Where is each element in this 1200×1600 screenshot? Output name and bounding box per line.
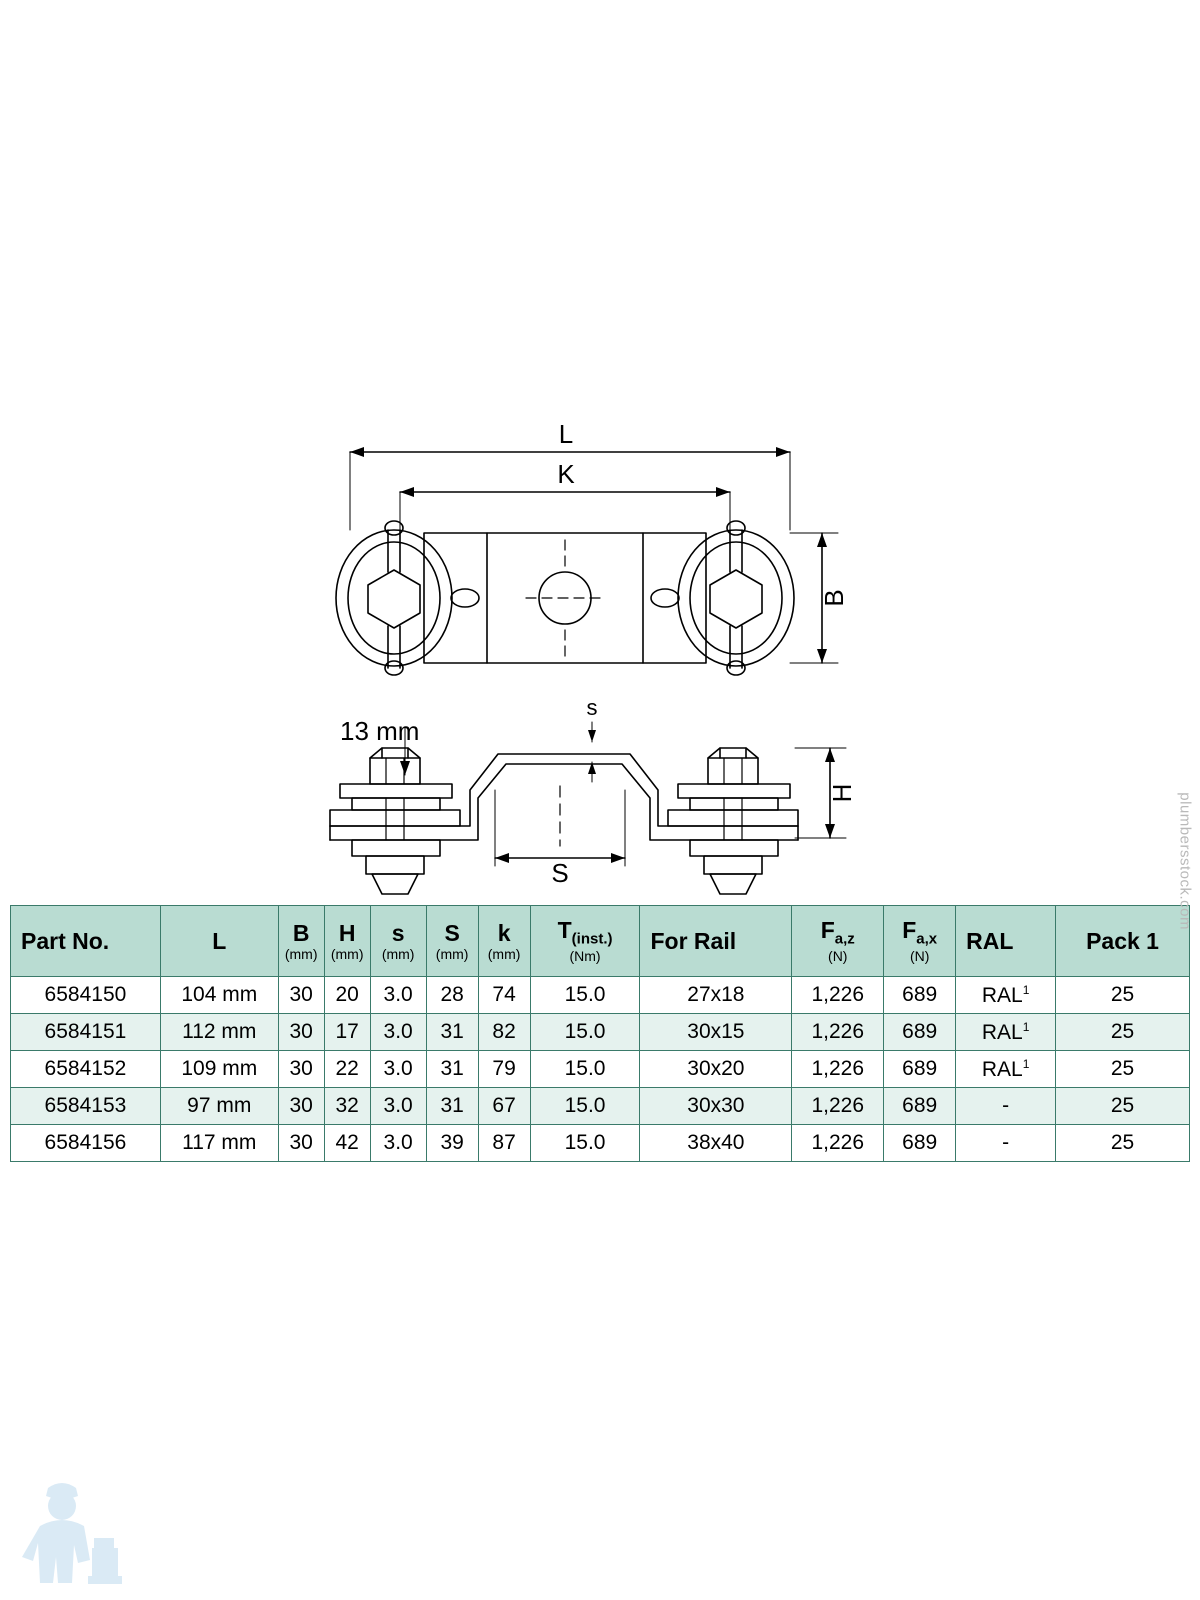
- cell-k: 67: [478, 1088, 530, 1125]
- cell-pack: 25: [1056, 977, 1190, 1014]
- cell-b: 30: [278, 977, 324, 1014]
- cell-for-rail: 30x30: [640, 1088, 792, 1125]
- cell-ral: -: [956, 1088, 1056, 1125]
- col-header-pack-label: Pack 1: [1086, 927, 1159, 954]
- cell-k: 79: [478, 1051, 530, 1088]
- dimension-label-K: K: [557, 459, 575, 489]
- col-header-torque: [530, 906, 640, 977]
- col-header-fax-unit: (N): [909, 948, 930, 965]
- dimension-label-H: H: [827, 783, 857, 803]
- cell-s-small: 3.0: [370, 1088, 426, 1125]
- dimension-label-s: s: [586, 695, 598, 720]
- site-watermark-text: plumbersstock.com: [1177, 792, 1194, 930]
- cell-fax: 689: [884, 1051, 956, 1088]
- cell-s-small: 3.0: [370, 1051, 426, 1088]
- col-header-faz: [792, 906, 884, 977]
- cell-faz: 1,226: [792, 977, 884, 1014]
- ral-footnote-marker: 1: [1022, 982, 1030, 997]
- cell-s-small: 3.0: [370, 977, 426, 1014]
- cell-b: 30: [278, 1088, 324, 1125]
- cell-length: 97 mm: [160, 1088, 278, 1125]
- dimension-label-L: L: [558, 419, 574, 449]
- col-header-s-small-unit: (mm): [381, 945, 415, 962]
- cell-faz: 1,226: [792, 1088, 884, 1125]
- col-header-h-unit: (mm): [330, 945, 364, 962]
- cell-length: 112 mm: [160, 1014, 278, 1051]
- specification-table: [10, 905, 1190, 1162]
- col-header-b: [278, 906, 324, 977]
- table-row: [11, 1051, 1190, 1088]
- cell-h: 32: [324, 1088, 370, 1125]
- cell-for-rail: 30x20: [640, 1051, 792, 1088]
- dimension-label-bolt: 13 mm: [340, 716, 420, 746]
- col-header-h-label: H: [338, 919, 356, 946]
- cell-part-no: 6584151: [11, 1014, 161, 1051]
- table-row: [11, 1088, 1190, 1125]
- cell-s-big: 28: [426, 977, 478, 1014]
- col-header-b-unit: (mm): [284, 945, 318, 962]
- cell-pack: 25: [1056, 1014, 1190, 1051]
- col-header-l: [160, 906, 278, 977]
- cell-b: 30: [278, 1125, 324, 1162]
- cell-length: 109 mm: [160, 1051, 278, 1088]
- table-row: [11, 1014, 1190, 1051]
- cell-torque: 15.0: [530, 1125, 640, 1162]
- col-header-s-small: [370, 906, 426, 977]
- cell-part-no: 6584156: [11, 1125, 161, 1162]
- cell-ral: RAL$^1$: [956, 977, 1056, 1014]
- cell-k: 87: [478, 1125, 530, 1162]
- table-row: [11, 1125, 1190, 1162]
- plumber-watermark-icon: [14, 1470, 134, 1590]
- col-header-ral: [956, 906, 1056, 977]
- col-header-fax-label: $F_{a,x}$: [902, 916, 938, 948]
- cell-for-rail: 27x18: [640, 977, 792, 1014]
- cell-part-no: 6584150: [11, 977, 161, 1014]
- cell-length: 104 mm: [160, 977, 278, 1014]
- cell-h: 22: [324, 1051, 370, 1088]
- cell-torque: 15.0: [530, 977, 640, 1014]
- col-header-b-label: B: [292, 919, 310, 946]
- col-header-h: [324, 906, 370, 977]
- cell-s-big: 39: [426, 1125, 478, 1162]
- cell-pack: 25: [1056, 1051, 1190, 1088]
- col-header-faz-label: $F_{a,z}$: [820, 916, 855, 948]
- col-header-s-small-label: s: [391, 919, 405, 946]
- cell-faz: 1,226: [792, 1125, 884, 1162]
- col-header-pack: [1056, 906, 1190, 977]
- col-header-k-label: k: [497, 919, 511, 946]
- col-header-part-no-label: Part No.: [21, 927, 110, 954]
- cell-fax: 689: [884, 977, 956, 1014]
- col-header-s-big-label: S: [444, 919, 460, 946]
- cell-ral: -: [956, 1125, 1056, 1162]
- col-header-l-label: L: [212, 927, 227, 954]
- cell-k: 74: [478, 977, 530, 1014]
- cell-s-small: 3.0: [370, 1125, 426, 1162]
- dimension-label-S: S: [551, 858, 569, 888]
- col-header-torque-label: $T_{(inst.)}$: [557, 916, 613, 948]
- col-header-for-rail-label: For Rail: [650, 927, 737, 954]
- table-row: [11, 977, 1190, 1014]
- col-header-faz-unit: (N): [828, 948, 848, 965]
- cell-s-big: 31: [426, 1088, 478, 1125]
- cell-pack: 25: [1056, 1088, 1190, 1125]
- table-body: [11, 977, 1190, 1162]
- cell-ral: RAL$^1$: [956, 1051, 1056, 1088]
- ral-footnote-marker: 1: [1022, 1056, 1030, 1071]
- cell-b: 30: [278, 1014, 324, 1051]
- table-header-row: [11, 906, 1190, 977]
- col-header-fax: [884, 906, 956, 977]
- cell-faz: 1,226: [792, 1014, 884, 1051]
- cell-faz: 1,226: [792, 1051, 884, 1088]
- cell-s-big: 31: [426, 1014, 478, 1051]
- col-header-s-big: [426, 906, 478, 977]
- cell-h: 17: [324, 1014, 370, 1051]
- cell-part-no: 6584152: [11, 1051, 161, 1088]
- cell-for-rail: 38x40: [640, 1125, 792, 1162]
- cell-torque: 15.0: [530, 1088, 640, 1125]
- cell-fax: 689: [884, 1088, 956, 1125]
- col-header-for-rail: [640, 906, 792, 977]
- cell-b: 30: [278, 1051, 324, 1088]
- col-header-ral-label: RAL: [966, 927, 1014, 954]
- spec-table-container: [10, 905, 1190, 1162]
- col-header-k-unit: (mm): [487, 945, 521, 962]
- col-header-torque-unit: (Nm): [569, 948, 601, 965]
- cell-torque: 15.0: [530, 1051, 640, 1088]
- cell-torque: 15.0: [530, 1014, 640, 1051]
- dimension-label-B: B: [819, 589, 849, 607]
- col-header-s-big-unit: (mm): [435, 945, 469, 962]
- cell-part-no: 6584153: [11, 1088, 161, 1125]
- cell-length: 117 mm: [160, 1125, 278, 1162]
- cell-h: 20: [324, 977, 370, 1014]
- cell-s-big: 31: [426, 1051, 478, 1088]
- cell-fax: 689: [884, 1014, 956, 1051]
- ral-footnote-marker: 1: [1022, 1019, 1030, 1034]
- cell-s-small: 3.0: [370, 1014, 426, 1051]
- col-header-k: [478, 906, 530, 977]
- cell-pack: 25: [1056, 1125, 1190, 1162]
- col-header-part-no: [11, 906, 161, 977]
- cell-for-rail: 30x15: [640, 1014, 792, 1051]
- cell-k: 82: [478, 1014, 530, 1051]
- cell-fax: 689: [884, 1125, 956, 1162]
- cell-ral: RAL$^1$: [956, 1014, 1056, 1051]
- cell-h: 42: [324, 1125, 370, 1162]
